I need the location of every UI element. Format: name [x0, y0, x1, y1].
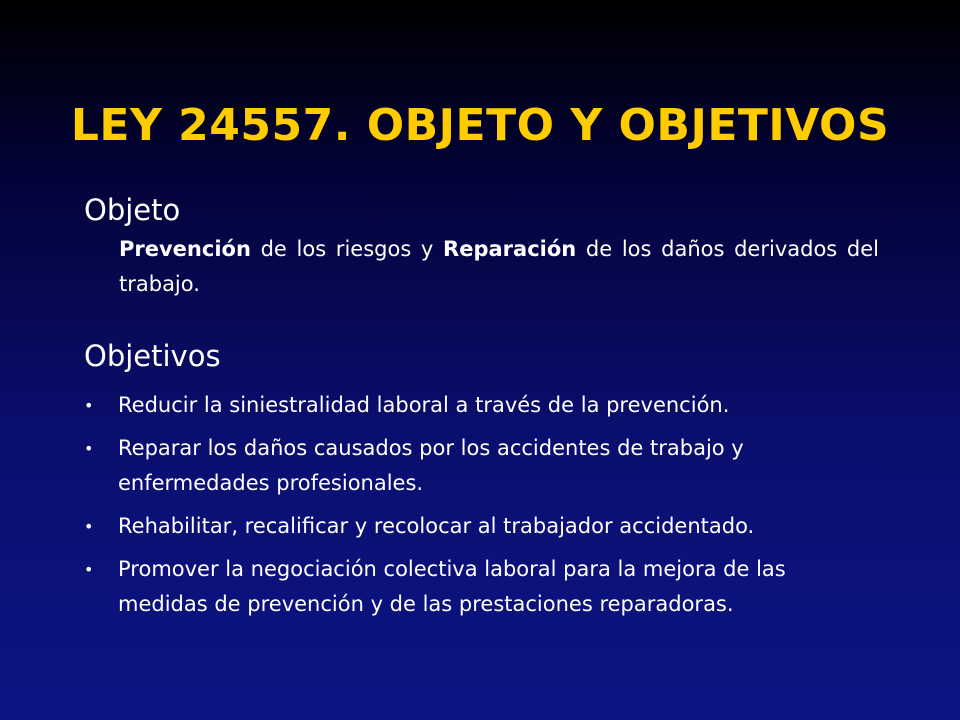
objetivo-text: Reducir la siniestralidad laboral a través de la prevención. — [118, 393, 730, 417]
objetivo-item — [84, 388, 864, 423]
objetivo-text: Promover la negociación colectiva laboral para la mejora de las medidas de prevención y de las prestaciones reparadoras. — [118, 557, 786, 616]
bullet-icon: • — [84, 439, 94, 458]
objeto-description — [119, 232, 879, 302]
slide-title: LEY 24557. OBJETO Y OBJETIVOS — [70, 100, 890, 151]
objetivos-heading: Objetivos — [84, 339, 221, 373]
objetivo-item — [84, 509, 864, 544]
objeto-bold-reparacion: Reparación — [443, 237, 577, 261]
objetivo-text: Reparar los daños causados por los accidentes de trabajo y enfermedades profesionales. — [118, 436, 744, 495]
objeto-text-part1: de los riesgos y — [250, 237, 444, 261]
objetivos-list — [84, 388, 864, 630]
objeto-heading: Objeto — [84, 193, 181, 227]
objetivo-text: Rehabilitar, recalificar y recolocar al trabajador accidentado. — [118, 514, 755, 538]
bullet-icon: • — [84, 560, 94, 579]
objeto-bold-prevencion: Prevención — [119, 237, 251, 261]
objetivo-item — [84, 431, 864, 501]
bullet-icon: • — [84, 517, 94, 536]
objeto-text-part2: de los daños derivados del trabajo. — [119, 237, 879, 296]
bullet-icon: • — [84, 396, 94, 415]
objetivo-item — [84, 552, 864, 622]
